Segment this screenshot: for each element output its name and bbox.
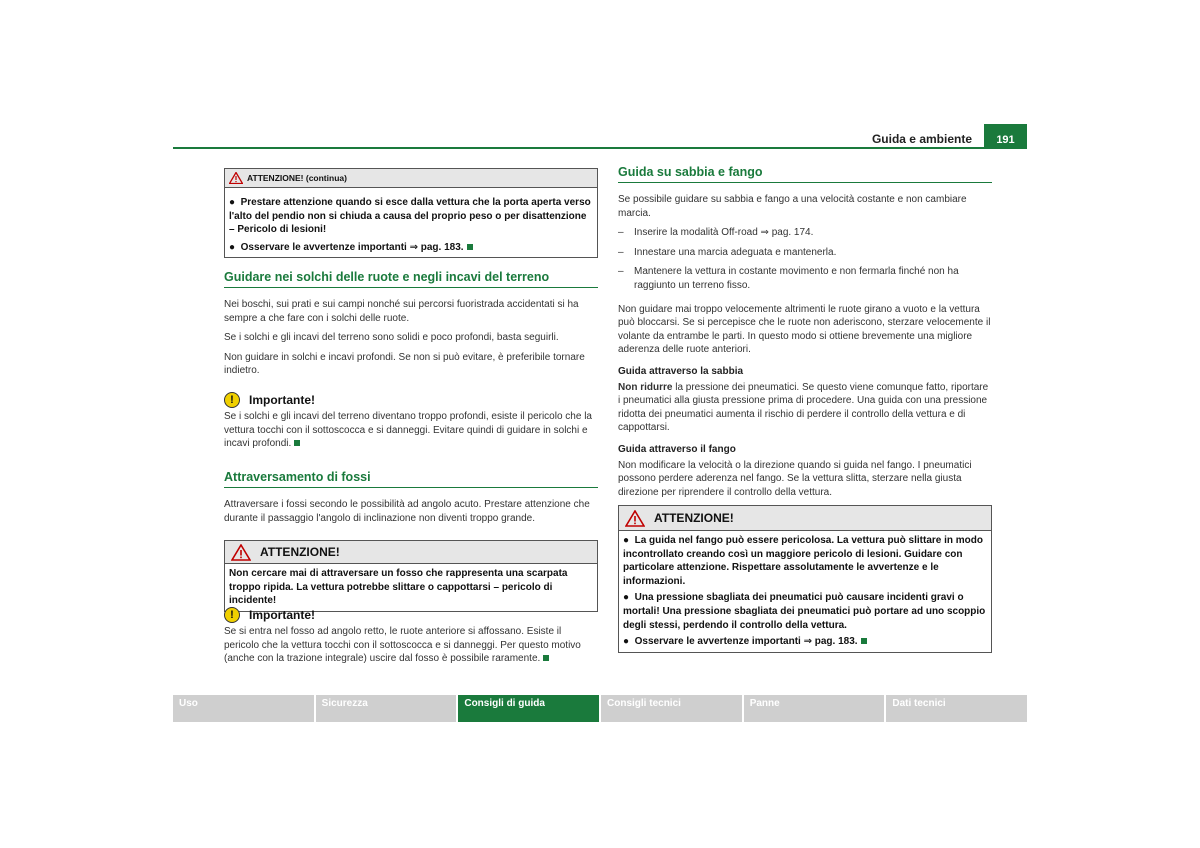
list-item: – Inserire la modalità Off-road ⇒ pag. 174. — [618, 227, 814, 239]
ruts-body — [224, 298, 598, 378]
warning-box-continued — [224, 168, 598, 258]
bullet-icon: ● — [229, 241, 241, 253]
warning-box-ditches — [224, 540, 598, 612]
tab-consigli-di-guida[interactable]: Consigli di guida — [458, 695, 599, 722]
important-header — [224, 607, 598, 623]
paragraph: Non guidare in solchi e incavi profondi. Se non si può evitare, è preferibile tornare indietro. — [224, 351, 585, 377]
warning-bullet: ● Prestare attenzione quando si esce dalla vettura che la porta aperta verso l'alto del pendio non si chiuda a causa del proprio peso o per disattenzione – Pericolo di lesioni! — [229, 197, 591, 236]
bullet-icon: ● — [229, 197, 241, 208]
important-text: Se si entra nel fosso ad angolo retto, le ruote anteriore si affossano. Esiste il pericolo che la vettura tocchi con il sottoscocca e si danneggi. Per questo motivo (anche con la trazione integrale) uscire dal fosso è possibile raramente. — [224, 626, 581, 665]
ditches-body — [224, 498, 598, 525]
important-note-2 — [224, 607, 598, 666]
warning-text: Non cercare mai di attraversare un fosso che rappresenta una scarpata troppo ripida. La vettura potrebbe slittare o cappottarsi – pericolo di incidente! — [229, 568, 568, 607]
warning-title: ATTENZIONE! — [260, 545, 340, 559]
paragraph: Se possibile guidare su sabbia e fango a una velocità costante e non cambiare marcia. — [618, 194, 967, 219]
exclamation-icon: ! — [224, 392, 240, 408]
end-mark-icon — [543, 655, 549, 661]
tab-dati-tecnici[interactable]: Dati tecnici — [886, 695, 1027, 722]
list-item: – Innestare una marcia adeguata e mantenerla. — [618, 246, 837, 258]
warning-triangle-icon — [229, 172, 243, 184]
warning-triangle-icon — [625, 510, 645, 527]
subheading-sand: Guida attraverso la sabbia — [618, 365, 744, 377]
end-mark-icon — [861, 638, 867, 644]
warning-bullet: ● Una pressione sbagliata dei pneumatici può causare incidenti gravi o mortali! Una pressione sbagliata dei pneumatici può portare ad uno scoppio degli stessi, perdendo il controllo della vettura. — [623, 592, 986, 631]
tab-uso[interactable]: Uso — [173, 695, 314, 722]
bullet-icon: ● — [623, 636, 635, 648]
tab-consigli-tecnici[interactable]: Consigli tecnici — [601, 695, 742, 722]
important-title: Importante! — [249, 393, 315, 407]
paragraph: Se i solchi e gli incavi del terreno sono solidi e poco profondi, basta seguirli. — [224, 332, 559, 344]
important-header — [224, 392, 598, 408]
warning-triangle-icon — [231, 544, 251, 561]
warning-title: ATTENZIONE! (continua) — [247, 173, 347, 183]
warning-title: ATTENZIONE! — [654, 511, 734, 525]
important-text: Se i solchi e gli incavi del terreno diventano troppo profondi, esiste il pericolo che la vettura tocchi con il sottoscocca e si danneggi. Evitare quindi di guidare in solchi e incavi profondi. — [224, 411, 592, 450]
paragraph: Non ridurre la pressione dei pneumatici. Se questo viene comunque fatto, riportare i pneumatici alla giusta pressione prima di procedere. Una guida con una pressione ridotta dei pneumatici aumenta il rischio di perdere il controllo della vettura e di cappottarsi. — [618, 381, 989, 434]
tab-sicurezza[interactable]: Sicurezza — [316, 695, 457, 722]
header-rule — [173, 147, 1027, 149]
tab-panne[interactable]: Panne — [744, 695, 885, 722]
sand-mud-body — [618, 193, 992, 499]
section-title-sand-mud: Guida su sabbia e fango — [618, 165, 992, 183]
chapter-nav — [173, 695, 1027, 722]
paragraph: Non guidare mai troppo velocemente altrimenti le ruote girano a vuoto e la vettura può bloccarsi. Se si percepisce che le ruote non aderiscono, sterzare velocemente il volante da entrambe le parti. In questo modo si ottiene brevemente una migliore aderenza delle ruote anteriori. — [618, 303, 991, 356]
section-title-ditches: Attraversamento di fossi — [224, 470, 598, 488]
warning-box-mud — [618, 505, 992, 653]
bullet-icon: ● — [623, 535, 635, 546]
dash-list — [618, 226, 992, 292]
important-title: Importante! — [249, 608, 315, 622]
warning-header — [619, 506, 991, 531]
page-number: 191 — [984, 124, 1027, 149]
warning-bullet: ● Osservare le avvertenze importanti ⇒ pag. 183. — [229, 241, 593, 255]
paragraph: Attraversare i fossi secondo le possibilità ad angolo acuto. Prestare attenzione che durante il passaggio l'angolo di inclinazione non diventi troppo grande. — [224, 499, 590, 524]
paragraph: Non modificare la velocità o la direzione quando si guida nel fango. I pneumatici possono perdere aderenza nel fango. Se la vettura slitta, sterzare nella giusta direzione per riprendere il controllo della vettura. — [618, 459, 972, 498]
important-note-1 — [224, 392, 598, 451]
warning-bullet: ● La guida nel fango può essere pericolosa. La vettura può slittare in modo incontrollato creando così un maggiore pericolo di lesioni. Guidare con particolare attenzione. Rispettare assolutamente le avvertenze e le informazioni. — [623, 535, 984, 587]
section-title-ruts: Guidare nei solchi delle ruote e negli incavi del terreno — [224, 270, 598, 288]
warning-header — [225, 541, 597, 564]
paragraph: Nei boschi, sui prati e sui campi nonché sui percorsi fuoristrada accidentati si ha sempre a che fare con i solchi delle ruote. — [224, 299, 579, 324]
end-mark-icon — [294, 440, 300, 446]
end-mark-icon — [467, 244, 473, 250]
bullet-icon: ● — [623, 592, 635, 604]
subheading-mud: Guida attraverso il fango — [618, 443, 736, 455]
exclamation-icon: ! — [224, 607, 240, 623]
warning-bullet: ● Osservare le avvertenze importanti ⇒ pag. 183. — [623, 635, 987, 649]
running-header-title: Guida e ambiente — [871, 132, 972, 146]
warning-header — [225, 169, 597, 188]
list-item: – Mantenere la vettura in costante movimento e non fermarla finché non ha raggiunto un terreno fisso. — [618, 266, 959, 291]
